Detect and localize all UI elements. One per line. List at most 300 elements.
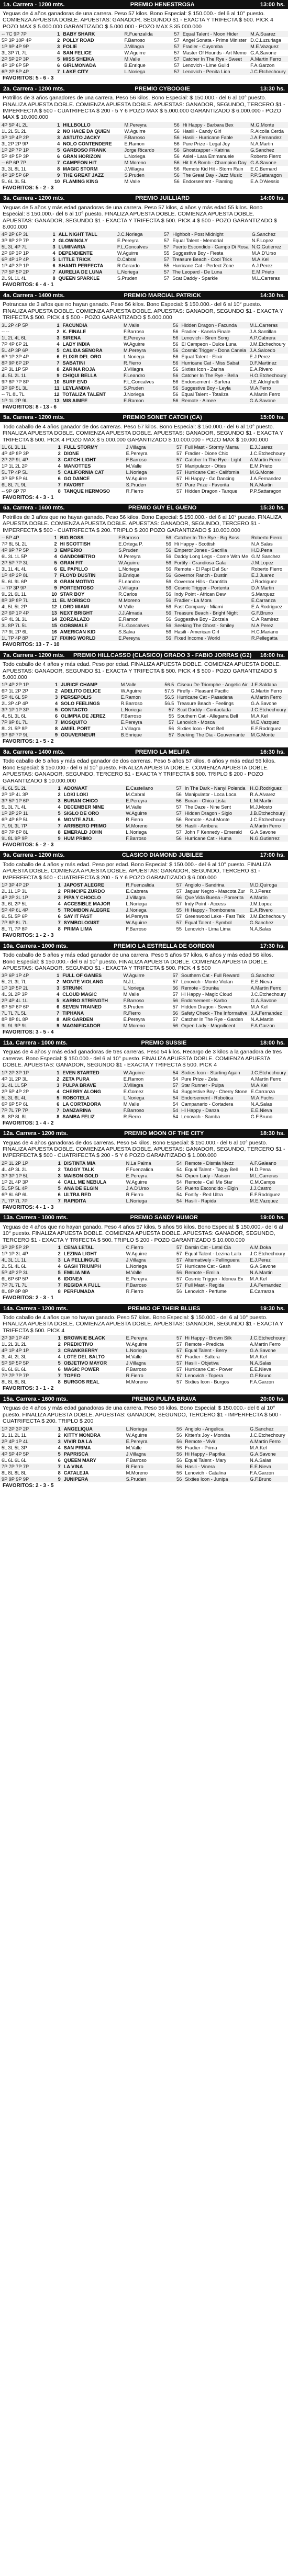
pedigree: Ciseau De Triomphe - Angelic Air bbox=[175, 682, 249, 688]
trainer-name: J.C.Etchechoury bbox=[248, 1335, 288, 1341]
trainer-name: G.Sanchez bbox=[248, 1426, 288, 1432]
favorites-line: FAVORITOS: 1 - 5 - 2 bbox=[3, 739, 54, 745]
entry-row bbox=[0, 244, 288, 250]
jockey-name: M.Valle bbox=[118, 604, 135, 610]
pedigree: Fortify - Red Ultra bbox=[185, 1191, 223, 1197]
recent-form: 1L 2L 3L 2L bbox=[2, 1342, 27, 1347]
jockey-name: F.Barroso bbox=[125, 457, 170, 463]
race-conditions: Yeguas de 4 años ganadoras de dos carreras. Peso 54 kilos. Bono Especial: $ 150.000.- del 6 al 10° puesto. FINALIZA APUESTA DOBLE. COMIENZA APUESTA DOBLE. APUESTAS: GANADOR, SEGUNDO, TERCERO $1 - IMPERFECTA $ 500 - CUATRIFECTA $ 200 - 5 Y 6 POZO GARANTIZADO $ 1.000.000 bbox=[3, 1139, 285, 1159]
jockey-name: R.Fierro bbox=[122, 360, 166, 366]
jockey-name: W.Aguirre bbox=[122, 972, 166, 979]
jockey-name: F.L.Goncalves bbox=[117, 622, 160, 629]
entry-row bbox=[0, 153, 288, 160]
weight: 57 bbox=[170, 1372, 184, 1379]
entry-row bbox=[0, 398, 288, 404]
race-header bbox=[0, 1038, 288, 1047]
trainer-name: A.P.Cabrera bbox=[248, 335, 288, 341]
recent-form: -- 6P 6P 7P bbox=[0, 160, 50, 166]
race-number: 9a. Carrera - 1200 mts. bbox=[3, 852, 65, 859]
entry-row bbox=[0, 926, 288, 932]
entries-table bbox=[0, 322, 288, 404]
pedigree: Catcher In The Rye - Bella bbox=[180, 372, 248, 379]
trainer-name: J.M.Etchechoury bbox=[249, 341, 286, 347]
pedigree: Remote Kid Hit - Storm Rain bbox=[182, 166, 243, 172]
weight: 56 bbox=[166, 1010, 180, 1016]
weight: 57 bbox=[170, 1282, 184, 1288]
weight: 56 bbox=[160, 597, 173, 604]
weight: 56 bbox=[165, 541, 171, 547]
saddle-number: 3 bbox=[47, 547, 58, 553]
jockey-name: R.Fierro bbox=[126, 488, 143, 494]
pedigree: Fortify - Grandiosa Gala bbox=[173, 560, 250, 566]
trainer-name: M.L.Carreras bbox=[248, 1173, 288, 1179]
weight: 55 bbox=[163, 251, 170, 256]
recent-form: 4P 2P 6P 3L bbox=[0, 231, 46, 237]
entry-row bbox=[0, 263, 288, 269]
recent-form: 6L 6L 6L 6L bbox=[2, 1457, 27, 1463]
trainer-name: E.J.Juarez bbox=[250, 572, 288, 578]
saddle-number: 8 bbox=[54, 726, 58, 732]
entry-row bbox=[0, 1269, 288, 1276]
saddle-number: 5 bbox=[50, 907, 62, 913]
pedigree: Highbolt - Post Midnight bbox=[171, 231, 250, 237]
pedigree: Sixties Icon - Port Bell bbox=[177, 726, 225, 732]
horse-name: EMPERIO bbox=[59, 547, 117, 553]
entry-row bbox=[0, 901, 288, 907]
horse-name: CATALEJA bbox=[63, 1470, 89, 1476]
jockey-name: L.Noriega bbox=[125, 1426, 170, 1432]
pedigree: Hidden Dragon - Tanque bbox=[185, 488, 238, 494]
weight: 56 bbox=[174, 128, 180, 134]
pedigree: Remote - Vivir bbox=[183, 1438, 248, 1445]
saddle-number: 5 bbox=[50, 56, 61, 62]
race-time: 14:30 hs. bbox=[260, 292, 285, 299]
trainer-name: R.A.Alvarez bbox=[250, 791, 275, 797]
horse-name: LOTE DEL SALTO bbox=[63, 1354, 105, 1360]
pedigree: Fradier - Cuyomba bbox=[181, 43, 249, 50]
entry-row bbox=[0, 1257, 288, 1263]
saddle-number: 6 bbox=[54, 713, 58, 719]
jockey-name: L.Noriega bbox=[126, 901, 147, 907]
trainer-name: G.Martin Ferro bbox=[251, 688, 282, 694]
race-block bbox=[0, 504, 288, 651]
recent-form: 8L 8L 8L 8L bbox=[2, 1470, 27, 1476]
weight: 56 bbox=[174, 153, 180, 159]
recent-form: 3P 1P 1P 3P bbox=[0, 707, 48, 713]
entry-row bbox=[0, 985, 288, 991]
trainer-name: J.E.Saldana bbox=[249, 682, 288, 688]
saddle-number: 2 bbox=[57, 1076, 60, 1082]
trainer-name: H.O.Etchechoury bbox=[248, 372, 288, 379]
horse-name: PORTENTOSO bbox=[59, 585, 117, 591]
saddle-number: 4 bbox=[58, 463, 61, 469]
weight: 57 bbox=[176, 1342, 182, 1347]
weight: 56 bbox=[165, 604, 171, 610]
recent-form: -- 9P 6P 7P bbox=[2, 488, 27, 494]
horse-name: MAGNIFICADOR bbox=[61, 1023, 121, 1029]
race-number: 1a. Carrera - 1200 mts. bbox=[3, 1, 65, 8]
trainer-name: G.A.Savone bbox=[250, 50, 276, 56]
trainer-name: C.M.Camps bbox=[250, 1179, 275, 1185]
race-header bbox=[0, 851, 288, 860]
jockey-name: L.Noriega bbox=[125, 469, 170, 475]
trainer-name: J.A.Santillan bbox=[249, 328, 276, 334]
recent-form: 1L 2L 4L 6L bbox=[0, 335, 49, 341]
trainer-name: A.Martin Ferro bbox=[249, 391, 281, 397]
pedigree: Full Mast - Stormy Mama bbox=[183, 444, 248, 450]
jockey-name: F.Barroso bbox=[122, 997, 166, 1004]
horse-name: ACCESIBLE MAJOR bbox=[63, 901, 110, 907]
trainer-name: A.Martin Ferro bbox=[249, 985, 288, 991]
entry-row bbox=[0, 616, 288, 622]
entry-row bbox=[0, 469, 288, 475]
race-name: PREMIO HILLCASSO (CLASICO) GRADO 3 - FABIO JORRAS (G2) bbox=[73, 652, 252, 659]
saddle-number: 1 bbox=[50, 444, 62, 450]
entries-table bbox=[0, 1335, 288, 1385]
weight: 57 bbox=[176, 1264, 182, 1269]
entry-row bbox=[0, 888, 288, 894]
pedigree: Fradier - Kanela Finale bbox=[181, 328, 230, 334]
trainer-name: J.C.Etchechoury bbox=[249, 707, 288, 713]
pedigree: Suggestive Boy - Fiesta bbox=[172, 251, 224, 256]
weight: 56 bbox=[170, 1426, 184, 1432]
entry-row bbox=[0, 1347, 288, 1354]
weight: 56 bbox=[176, 816, 182, 822]
jockey-name: L.Noriega bbox=[119, 707, 162, 713]
jockey-name: F.Barroso bbox=[125, 1282, 170, 1288]
jockey-name: E.Ramon bbox=[119, 694, 162, 700]
weight: 55 bbox=[176, 926, 182, 932]
race-number: 11a. Carrera - 1000 mts. bbox=[3, 1039, 68, 1046]
recent-form: 1P 3P 4P 2P bbox=[0, 882, 50, 888]
horse-name: SHANTI PERFECTA bbox=[58, 263, 104, 269]
jockey-name: B.Enrique bbox=[119, 732, 162, 738]
entry-row bbox=[0, 816, 288, 823]
weight: 57 bbox=[167, 31, 181, 37]
horse-name: RAPIDITA bbox=[62, 1198, 125, 1204]
weight: 54 bbox=[172, 1101, 179, 1107]
weight: 56 bbox=[168, 726, 174, 732]
weight: 57 bbox=[158, 231, 171, 237]
recent-form: 3L 3P 7L 7L bbox=[2, 50, 27, 56]
trainer-name: E.E.Nieva bbox=[249, 1107, 288, 1114]
entry-row bbox=[0, 1179, 288, 1185]
recent-form: 5L 3L 6L 4L bbox=[0, 1095, 49, 1101]
saddle-number: 9 bbox=[50, 1476, 62, 1482]
pedigree: Master Of Hounds - Art Memo bbox=[182, 50, 247, 56]
weight: 57 bbox=[174, 63, 180, 69]
entry-row bbox=[0, 256, 288, 263]
horse-name: CRANKBERRY bbox=[62, 1347, 125, 1354]
entry-row bbox=[0, 804, 288, 810]
trainer-name: J.A.Fernandez bbox=[248, 1282, 288, 1288]
horse-name: SOLO FEELINGS bbox=[61, 701, 100, 707]
saddle-number: 2 bbox=[58, 889, 61, 894]
weight: 56 bbox=[173, 328, 179, 334]
horse-name: CALIFORNIA CAT bbox=[62, 469, 125, 475]
race-name: PREMIO SONET CATCH (CA) bbox=[123, 414, 202, 421]
saddle-number: 4 bbox=[54, 701, 58, 707]
pedigree: Hi Happy - Go Dancing bbox=[185, 475, 235, 481]
pedigree: Lenovich - Monte Violan bbox=[181, 979, 233, 985]
weight: 56 bbox=[173, 354, 179, 359]
jockey-name: E.Ortega P. bbox=[118, 541, 143, 547]
entry-row bbox=[0, 450, 288, 457]
horse-name: MONTE VIOLANG bbox=[62, 979, 103, 985]
horse-name: CAMPEON HIT bbox=[61, 160, 123, 166]
pedigree: Sixties Icon - Starting Again bbox=[180, 1070, 249, 1076]
horse-name: DANZARINA bbox=[61, 1107, 121, 1114]
jockey-name: J.Noriega bbox=[124, 391, 145, 397]
horse-name: CLOUD MAGIC bbox=[62, 992, 97, 997]
horse-name: SURF END bbox=[62, 379, 87, 384]
race-time: 13:00 hs. bbox=[260, 1, 285, 8]
trainer-name: N.A.Salas bbox=[249, 926, 271, 932]
trainer-name: J.Rodriguez bbox=[251, 579, 277, 585]
trainer-name: G.F.Bruno bbox=[250, 1114, 273, 1119]
jockey-name: F.Barroso bbox=[123, 134, 168, 141]
jockey-name: F.L.Goncalves bbox=[116, 244, 158, 250]
saddle-number: 1 bbox=[50, 122, 61, 128]
saddle-number: 7 bbox=[50, 1282, 62, 1288]
saddle-number: 8 bbox=[57, 1114, 60, 1119]
recent-form: 2P 4P 4L 1L bbox=[0, 997, 49, 1004]
saddle-number: 5 bbox=[50, 1269, 62, 1276]
recent-form: 9L 8L 9P 9P bbox=[0, 835, 50, 842]
pedigree: Suggestive Boy - Cherry Stone bbox=[181, 1088, 248, 1094]
recent-form: 5L 3L 4P 7L bbox=[0, 244, 46, 250]
race-block bbox=[0, 1394, 288, 1491]
saddle-number: 4 bbox=[58, 1354, 61, 1360]
saddle-number: 4 bbox=[58, 1445, 61, 1450]
race-number: 2a. Carrera - 1200 mts. bbox=[3, 85, 65, 92]
entry-row bbox=[0, 591, 288, 597]
weight: 57 bbox=[162, 707, 175, 713]
horse-name: ADONAAT bbox=[62, 785, 125, 791]
horse-name: SEVEN TRAINED bbox=[62, 1004, 102, 1010]
recent-form: 3P 6P 5L 3L bbox=[0, 385, 49, 391]
trainer-name: M.G.Monte bbox=[248, 469, 288, 475]
entry-row bbox=[0, 475, 288, 482]
entry-row bbox=[0, 50, 288, 56]
recent-form: 2P 1L 2P 1P bbox=[0, 1160, 50, 1166]
entry-row bbox=[0, 56, 288, 62]
pedigree: Hurricane Cat - Miss Sabat bbox=[180, 360, 248, 366]
recent-form: 5P 4P 6L 4P bbox=[0, 907, 50, 913]
jockey-name: M.Moreno bbox=[124, 823, 169, 829]
weight: 57 bbox=[162, 732, 175, 738]
recent-form: 5L 6L 9L 6P bbox=[2, 579, 27, 585]
weight: 56 bbox=[166, 997, 180, 1004]
weight: 56 bbox=[166, 360, 180, 366]
trainer-name: J.M.Etchechoury bbox=[249, 914, 286, 920]
trainer-name: E.A.Rodriguez bbox=[251, 604, 283, 610]
entry-row bbox=[0, 1004, 288, 1010]
trainer-name: M.A.Kel bbox=[250, 1354, 267, 1360]
pedigree: Equal Talent - Symbol bbox=[183, 920, 248, 926]
recent-form: 5P 4P 2P 3L bbox=[0, 1269, 50, 1276]
race-name: PREMIO OF THEIR BLUES bbox=[128, 1305, 201, 1312]
recent-form: 1P 1L 2L 2P bbox=[2, 463, 28, 469]
weight: 56 bbox=[173, 391, 179, 397]
race-name: CLASICO DIAMOND JUBILEE bbox=[121, 852, 203, 859]
saddle-number: 12 bbox=[54, 391, 60, 397]
jockey-name: N.La Palma bbox=[125, 1160, 170, 1166]
pedigree: Buran - Chica Lista bbox=[183, 798, 249, 804]
weight: 57 bbox=[170, 1257, 184, 1263]
horse-name: KITTY MONDRA bbox=[63, 1432, 101, 1438]
pedigree: Manipulator - Ottes bbox=[185, 463, 226, 469]
horse-name: ULTRA RED bbox=[63, 1191, 91, 1197]
race-conditions: Potrillos de 3 años que no hayan ganado. Peso 56 kilos. Bono Especial: $ 150.000.- del 6 al 10° puesto. FINALIZA APUESTA DOBLE. COMIENZA APUESTA DOBLE. APUESTAS: GANADOR, SEGUNDO, TERCERO $1 - IMPERFECTA $ 500 - CUATRIFECTA $ 200. TRIPLO $ 200 POZO GARANTIZADO $ 10.000.000 bbox=[3, 514, 282, 534]
weight: 56 bbox=[165, 629, 171, 635]
entry-row bbox=[0, 1360, 288, 1366]
pedigree: Hi Happy - Paprika bbox=[183, 1451, 248, 1457]
pedigree: Sixties Icon - Burgos bbox=[185, 1379, 229, 1385]
recent-form: 6L 6P 6P 5P bbox=[2, 1276, 28, 1282]
race-block bbox=[0, 747, 288, 851]
recent-form: 2P 3L 1P 5P bbox=[2, 366, 28, 372]
entry-row bbox=[0, 385, 288, 391]
pedigree: Hidden Dragon - Siglo bbox=[183, 810, 249, 816]
saddle-number: 4 bbox=[58, 1179, 61, 1185]
race-block bbox=[0, 84, 288, 194]
trainer-name: Roberto Fierro bbox=[250, 535, 288, 541]
weight: 57 bbox=[170, 1244, 184, 1251]
weight: 54 bbox=[176, 1179, 182, 1185]
horse-name: PRIMA LIMA bbox=[63, 926, 92, 932]
weight: 56 bbox=[169, 798, 183, 804]
horse-name: MAISON GOLD bbox=[62, 1173, 125, 1179]
recent-form: 9P 9P 9P 9P bbox=[0, 1476, 50, 1482]
saddle-number: 7 bbox=[47, 572, 58, 578]
recent-form: 8P 3P 8P 7L bbox=[0, 597, 47, 604]
race-block bbox=[0, 651, 288, 747]
race-header bbox=[0, 0, 288, 9]
trainer-name: E.F.Rodriguez bbox=[250, 1191, 280, 1197]
entry-row bbox=[0, 610, 288, 616]
jockey-name: L.Noriega bbox=[122, 985, 166, 991]
recent-form: 3L 4L 1L 5P bbox=[0, 1082, 49, 1088]
trainer-name: J.C.Etchechoury bbox=[250, 1432, 285, 1438]
weight: 57 bbox=[172, 992, 178, 997]
trainer-name: G.A.Savone bbox=[249, 997, 288, 1004]
recent-form: 2P 2P 9L 4P bbox=[0, 457, 50, 463]
entry-row bbox=[0, 785, 288, 791]
recent-form: 4P 1P 6P 5P bbox=[2, 63, 29, 69]
horse-name: LEZINA LIGHT bbox=[63, 1251, 97, 1257]
trainer-name: A.F.Galeano bbox=[248, 1160, 288, 1166]
jockey-name: J.Noriega bbox=[124, 907, 169, 913]
weight: 57 bbox=[176, 914, 182, 920]
trainer-name: M.A.Kel bbox=[250, 1445, 267, 1450]
saddle-number: 1 bbox=[50, 882, 62, 888]
saddle-number: 8 bbox=[52, 276, 56, 281]
weight: 57 bbox=[170, 1360, 184, 1366]
entry-row bbox=[0, 547, 288, 553]
saddle-number: 5 bbox=[50, 1185, 62, 1191]
jockey-name: L.Noriega bbox=[124, 354, 145, 359]
trainer-name: J.M.Lopez bbox=[249, 901, 272, 907]
weight: 54 bbox=[170, 1160, 184, 1166]
horse-name: MAGIC POWER bbox=[63, 1367, 99, 1372]
horse-name: TAGGY TALK bbox=[63, 1166, 94, 1172]
trainer-name: J.A.Fernandez bbox=[249, 1010, 288, 1016]
pedigree: Governor Hills - Grantitla bbox=[174, 579, 228, 585]
horse-name: EL MORISCO bbox=[59, 597, 117, 604]
race-header bbox=[0, 504, 288, 513]
entry-row bbox=[0, 134, 288, 141]
horse-name: ADELITO DELICE bbox=[61, 688, 101, 694]
jockey-name: W.Aguirre bbox=[117, 560, 160, 566]
recent-form: 4P 1P 4P 1P bbox=[0, 1347, 50, 1354]
race-conditions: Potrillos de 3 años ganadores de una carrera. Peso 56 kilos. Bono Especial: $ 150.000.- del 6 al 10° puesto. FINALIZA APUESTA DOBLE. COMIENZA APUESTA DOBLE. APUESTAS: GANADOR, SEGUNDO, TERCERO $1 - IMPERFECTA $ 500 - CUATRIFECTA $ 200 - 5 Y 6 POZO MAX $ 5.000.000 GARANTIZADO $ 6.000.000 - POZO MAX $ 10.000.000 bbox=[3, 95, 285, 121]
weight: 57 bbox=[176, 901, 182, 907]
saddle-number: 3 bbox=[49, 335, 61, 341]
trainer-name: A.Martin bbox=[248, 894, 288, 901]
weight: 56 bbox=[169, 823, 183, 829]
horse-name: DIONE bbox=[63, 450, 79, 456]
entries-table bbox=[0, 1160, 288, 1204]
jockey-name: E.Ramon bbox=[122, 398, 166, 404]
weight: 57 bbox=[176, 1354, 182, 1360]
recent-form: 4L 5L 2L 1L bbox=[0, 372, 49, 379]
pedigree: Fradier - La Mora bbox=[173, 597, 250, 604]
saddle-number: 8 bbox=[54, 579, 57, 585]
saddle-number: 1 bbox=[50, 31, 61, 37]
horse-name: STRUNK bbox=[61, 985, 121, 991]
saddle-number: 3 bbox=[50, 894, 62, 901]
saddle-number: 10 bbox=[51, 592, 57, 597]
saddle-number: 4 bbox=[58, 901, 61, 907]
trainer-name: J.B.Etchechoury bbox=[248, 810, 288, 816]
recent-form: 1L 6L 3L 1L bbox=[0, 444, 50, 450]
recent-form: 4L 3L 1L 1L bbox=[0, 1257, 50, 1263]
saddle-number: 2 bbox=[58, 1251, 61, 1257]
entry-row bbox=[0, 1185, 288, 1191]
trainer-name: J.J.Castro bbox=[248, 1185, 288, 1191]
saddle-number: 3 bbox=[48, 694, 59, 700]
race-conditions: Todo caballo de 5 años y más edad ganador de una carrera. Peso 5 años 57 kilos, 6 años y más edad 56 kilos. Bono Especial: $ 150.000.- del 6 al 10° puesto. FINALIZA APUESTA DOBLE. COMIENZA APUESTA DOBLE. APUESTAS: GANADOR, SEGUNDO $1 - EXACTA Y TRIFECTA $ 500. PICK 4 $ 500 bbox=[3, 952, 273, 971]
saddle-number: 8 bbox=[58, 1470, 61, 1476]
horse-name: FIXING WORLD bbox=[59, 635, 117, 641]
recent-form: 3L 8P 7L 5L bbox=[0, 622, 47, 629]
race-time: 17:30 hs. bbox=[260, 943, 285, 949]
recent-form: 5L 3L 5L 3P bbox=[2, 1445, 27, 1450]
trainer-name: M.E.Vazquez bbox=[249, 43, 288, 50]
weight: 57 bbox=[172, 1004, 178, 1010]
race-time: 15:00 hs. bbox=[260, 414, 285, 421]
horse-name: SIGLO DE ORO bbox=[62, 810, 125, 816]
weight: 56 bbox=[160, 635, 173, 641]
weight: 57 bbox=[170, 482, 184, 488]
weight: 56 bbox=[166, 398, 180, 404]
trainer-name: N.F.Lopez bbox=[251, 238, 274, 244]
weight: 56 bbox=[170, 1463, 184, 1470]
pedigree: Hasili - Vinera bbox=[183, 1463, 248, 1470]
weight: 54 bbox=[176, 1166, 182, 1172]
race-block bbox=[0, 1213, 288, 1304]
pedigree: Equal Talent - Berry bbox=[183, 1347, 248, 1354]
recent-form: 7L 7P 7L 7P bbox=[0, 1198, 50, 1204]
race-time: 14:00 hs. bbox=[260, 195, 285, 202]
weight: 57 bbox=[176, 475, 182, 481]
trainer-name: D.F.Martinez bbox=[248, 360, 288, 366]
entry-row bbox=[0, 231, 288, 237]
horse-name: SABATINI bbox=[61, 360, 123, 366]
trainer-name: A.Martin Ferro bbox=[249, 694, 288, 700]
horse-name: K. FINALE bbox=[62, 328, 86, 334]
